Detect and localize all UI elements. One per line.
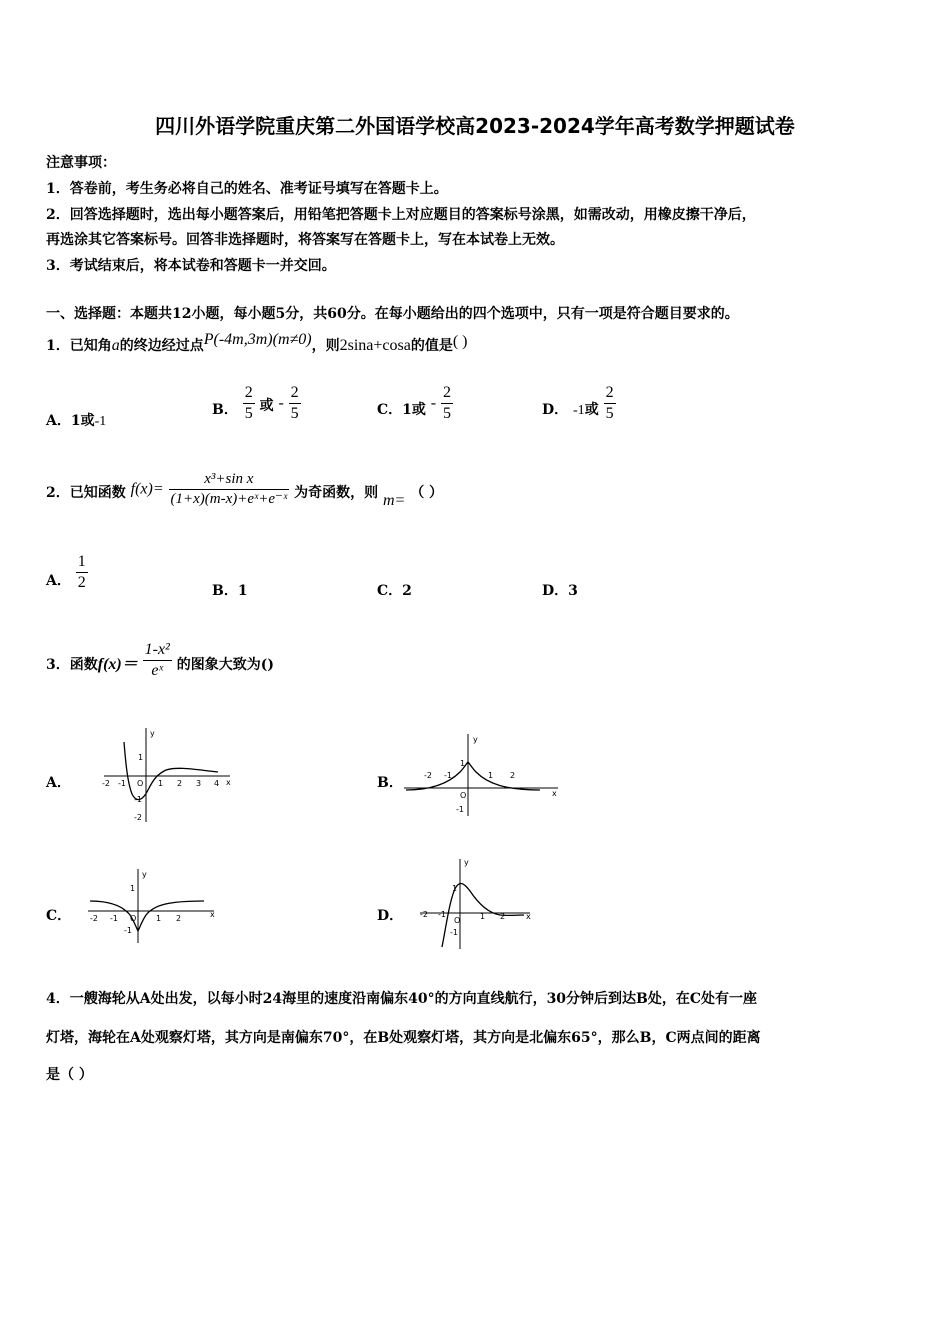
x-axis-label: x <box>526 912 531 921</box>
q2-option-b: B．1 <box>212 583 248 599</box>
x-axis-label: x <box>226 778 231 787</box>
tick-label: -1 <box>124 926 132 935</box>
tick-label: -1 <box>438 910 446 919</box>
q2-prefix: 2．已知函数 <box>46 485 126 502</box>
option-or: 或 <box>584 401 599 418</box>
origin-label: O <box>137 779 144 788</box>
question-4-line-1: 4．一艘海轮从A处出发，以每小时24海里的速度沿南偏东40°的方向直线航行，30分钟后到达B处，在C处有一座 <box>46 991 758 1007</box>
x-axis-label: x <box>210 910 215 919</box>
q3-graph-a <box>98 722 238 824</box>
origin-label: O <box>130 914 137 923</box>
tick-label: -2 <box>420 910 428 919</box>
q3-option-b-label: B． <box>377 775 403 791</box>
tick-label: 1 <box>480 912 486 921</box>
q3-graph-b <box>400 728 565 820</box>
tick-label: -1 <box>134 795 142 804</box>
tick-label: 1 <box>488 771 494 780</box>
option-label: A．1或 <box>46 413 95 429</box>
tick-label: 4 <box>214 779 220 788</box>
q2-option-a <box>46 552 88 593</box>
tick-label: 1 <box>158 779 164 788</box>
option-label: C．1或 <box>377 401 426 418</box>
q1-expression: 2sina+cosa <box>339 337 411 354</box>
tick-label: -2 <box>424 771 432 780</box>
question-2 <box>46 470 443 509</box>
page-title: 四川外语学院重庆第二外国语学校高2023-2024学年高考数学押题试卷 <box>155 114 795 138</box>
tick-label: 1 <box>156 914 162 923</box>
tick-label: -1 <box>444 771 452 780</box>
q3-prefix: 3．函数 <box>46 656 98 673</box>
notice-heading: 注意事项： <box>46 155 116 171</box>
tick-label: 2 <box>177 779 183 788</box>
q3-option-c-label: C． <box>46 908 72 924</box>
minus-sign: - <box>278 394 284 412</box>
option-label: B． <box>212 401 238 418</box>
q3-graph-c <box>86 865 220 945</box>
q1-option-b <box>212 383 301 424</box>
q1-angle: a <box>111 337 120 354</box>
tick-label: -1 <box>450 928 458 937</box>
origin-label: O <box>454 916 461 925</box>
option-or: 或 <box>259 397 274 414</box>
fraction: $\frac{2}{5}$ <box>442 384 451 422</box>
y-axis-label: y <box>150 729 155 738</box>
q3-fraction: $\frac{\text{1-x²}}{\text{eˣ}}$ <box>144 641 170 679</box>
tick-label: -2 <box>102 779 110 788</box>
y-axis-label: y <box>464 858 469 867</box>
tick-label: -2 <box>134 813 142 822</box>
fraction: $\frac{2}{5}$ <box>605 384 614 422</box>
q2-fraction: $\frac{\text{x³+sin x}}{\text{(1+x)(m-x)+eˣ+e⁻ˣ}}$ <box>170 471 288 507</box>
y-axis-label: y <box>473 735 478 744</box>
tick-label: 2 <box>510 771 516 780</box>
notice-item-1: 1．答卷前，考生务必将自己的姓名、准考证号填写在答题卡上。 <box>46 181 448 197</box>
fraction: $\frac{2}{5}$ <box>290 384 299 422</box>
q2-answer-blank: （ ） <box>410 485 444 502</box>
tick-label: -2 <box>90 914 98 923</box>
q1-option-a <box>46 410 106 430</box>
y-axis-label: y <box>142 870 147 879</box>
tick-label: -1 <box>456 805 464 814</box>
q3-option-a-label: A． <box>46 775 71 791</box>
q1-suffix: 的值是 <box>410 338 453 354</box>
q1-answer-blank: ( ) <box>452 333 468 350</box>
curve <box>90 901 204 931</box>
option-value: -1 <box>94 414 107 429</box>
q3-option-d-label: D． <box>377 908 404 924</box>
x-axis-label: x <box>552 789 557 798</box>
fraction: $\frac{1}{2}$ <box>77 553 86 591</box>
q2-m: m= <box>382 492 406 510</box>
q2-option-c: C．2 <box>377 583 412 599</box>
tick-label: 1 <box>138 753 144 762</box>
tick-label: -1 <box>118 779 126 788</box>
q2-option-d: D．3 <box>542 583 578 599</box>
question-3 <box>46 640 274 681</box>
section-1-heading: 一、选择题：本题共12小题，每小题5分，共60分。在每小题给出的四个选项中，只有一项是符合题目要求的。 <box>46 306 739 322</box>
tick-label: 3 <box>196 779 202 788</box>
q3-graph-d <box>416 855 536 950</box>
q1-mid2: ，则 <box>311 338 340 354</box>
q2-fx: f(x)= <box>130 480 164 498</box>
tick-label: 2 <box>176 914 182 923</box>
q2-suffix: 为奇函数，则 <box>294 485 379 502</box>
fraction: $\frac{2}{5}$ <box>244 384 253 422</box>
tick-label: 1 <box>452 884 458 893</box>
minus-sign: - <box>430 394 437 412</box>
option-label: A． <box>46 572 71 589</box>
q1-option-d <box>542 383 616 424</box>
question-1 <box>46 331 468 355</box>
question-4-line-3: 是（ ） <box>46 1067 93 1083</box>
q1-point: P(-4m,3m)(m≠0) <box>203 331 312 348</box>
option-label: D． <box>542 401 569 418</box>
tick-label: 1 <box>460 759 466 768</box>
notice-item-3: 3．考试结束后，将本试卷和答题卡一并交回。 <box>46 258 336 274</box>
q1-option-c <box>377 383 453 424</box>
origin-label: O <box>460 791 467 800</box>
q3-fx: f(x)＝ <box>97 655 138 673</box>
q1-prefix: 1．已知角 <box>46 338 112 354</box>
tick-label: 2 <box>500 912 506 921</box>
tick-label: 1 <box>130 884 136 893</box>
tick-label: -1 <box>110 914 118 923</box>
notice-item-2-cont: 再选涂其它答案标号。回答非选择题时，将答案写在答题卡上，写在本试卷上无效。 <box>46 232 564 248</box>
option-value: -1 <box>573 402 585 418</box>
q1-mid: 的终边经过点 <box>119 338 204 354</box>
question-4-line-2: 灯塔，海轮在A处观察灯塔，其方向是南偏东70°，在B处观察灯塔，其方向是北偏东65°，那么B，C两点间的距离 <box>46 1030 761 1046</box>
q3-suffix: 的图象大致为() <box>176 656 274 673</box>
curve <box>124 742 218 800</box>
notice-item-2: 2．回答选择题时，选出每小题答案后，用铅笔把答题卡上对应题目的答案标号涂黑，如需改动，用橡皮擦干净后， <box>46 207 756 223</box>
